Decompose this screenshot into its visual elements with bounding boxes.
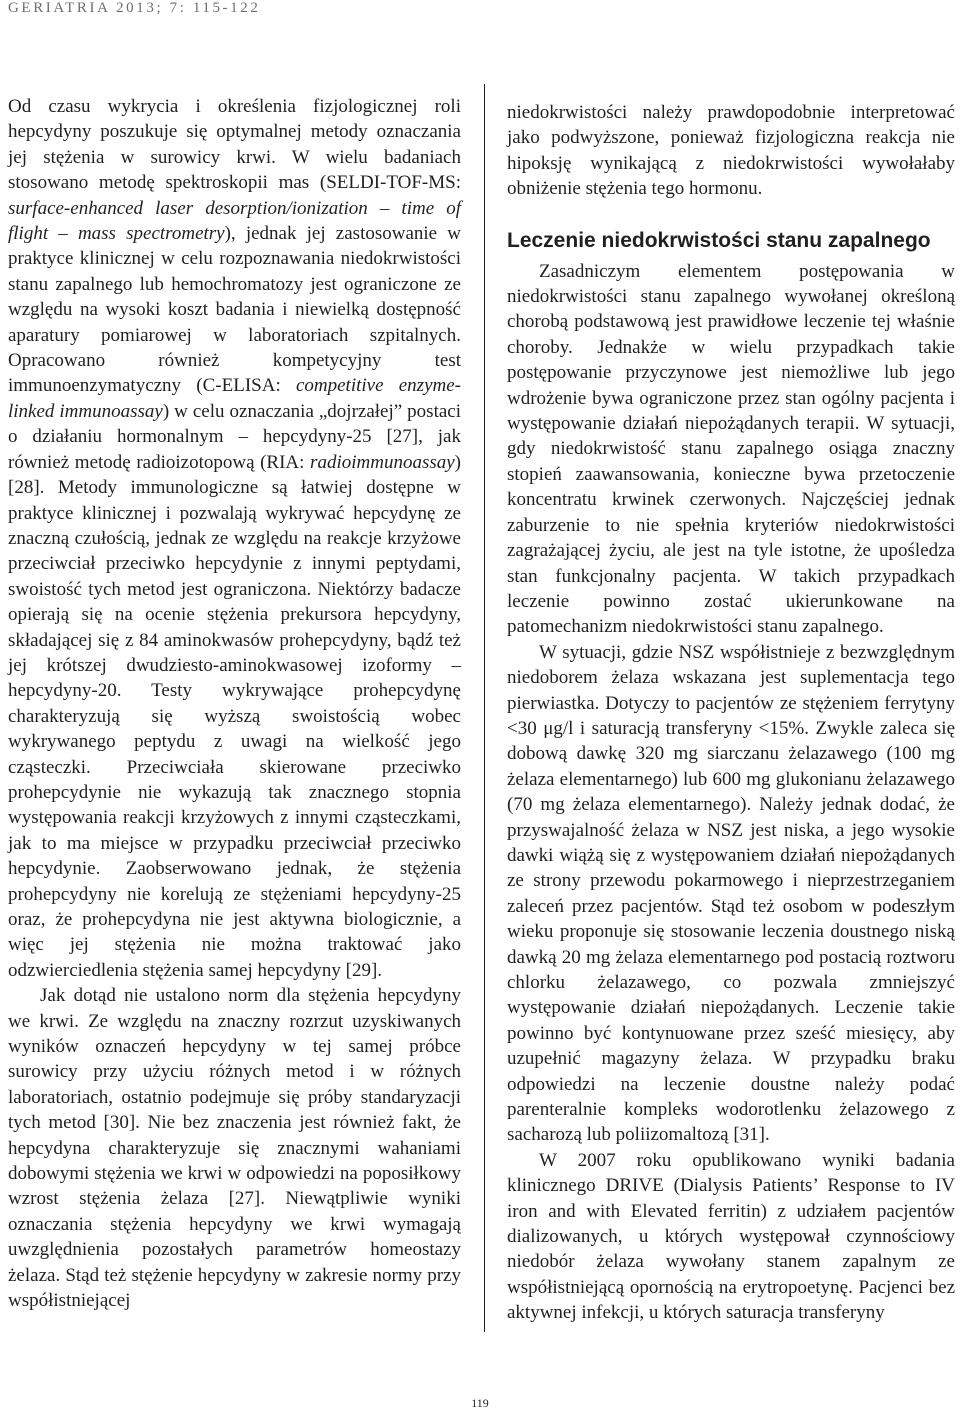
text-run: niedokrwistości należy prawdopodobnie interpretować jako podwyższone, ponieważ fizjologiczna reakcja nie hipoksję wynikającą z niedokrwistości wywołałaby obniżenie stężenia tego hormonu. <box>507 102 955 200</box>
italic-term: radioimmunoassay <box>310 451 455 473</box>
page-number: 119 <box>471 1396 489 1410</box>
text-run: ) [28]. Metody immunologiczne są łatwiej dostępne w praktyce klinicznej i pozwalają wykrywać hepcydynę ze znaczną czułością, jednak ze względu na reakcje krzyżowe przeciwciał przeciwko hepcydynie z innymi peptydami, swoistość tych metod jest ograniczona. Niektórzy badacze opierają się na ocenie stężenia prekursora hepcydyny, składającej się z 84 aminokwasów prohepcydyny, bądź też jej krótszej dwudziesto-aminokwasowej izoformy – hepcydyny-20. Testy wykrywające prohepcydynę charakteryzują się wyższą swoistością wobec wykrywanego peptydu z uwagi na wielkość jego cząsteczki. Przeciwciała skierowane przeciwko prohepcydynie nie wykazują tak znacznego stopnia występowania reakcji krzyżowych z innymi cząsteczkami, jak to ma miejsce w przypadku przeciwciał przeciwko hepcydynie. Zaobserwowano jednak, że stężenia prohepcydyny nie korelują ze stężeniami hepcydyny-25 oraz, że prohepcydyna nie jest aktywna biologicznie, a więc jej stężenia nie można traktować jako odzwierciedlenia stężenia samej hepcydyny [29]. <box>8 451 461 981</box>
right-column <box>507 100 955 1326</box>
text-run: Zasadniczym elementem postępowania w niedokrwistości stanu zapalnego wywołanej określoną chorobą podstawową jest prawidłowe leczenie tej właśnie choroby. Jednakże w wielu przypadkach takie postępowanie przyczynowe jest niemożliwe lub jego wdrożenie bywa ograniczone przez stan ogólny pacjenta i występowanie działań niepożądanych terapii. W sytuacji, gdy niedokrwistość stanu zapalnego osiąga znaczny stopień zaawansowania, konieczne bywa przetoczenie koncentratu krwinek czerwonych. Najczęściej jednak zaburzenie to nie spełnia kryteriów niedokrwistości zagrażającej życiu, ale jest na tyle istotne, że upośledza stan funkcjonalny pacjenta. W takich przypadkach leczenie powinno zostać ukierunkowane na patomechanizm niedokrwistości stanu zapalnego. <box>507 260 955 638</box>
right-paragraph <box>507 259 955 640</box>
text-run: W sytuacji, gdzie NSZ współistnieje z bezwzględnym niedoborem żelaza wskazana jest suplementacja tego pierwiastka. Dotyczy to pacjentów ze stężeniem ferrytyny <30 μg/l i saturacją transferyny <15%. Zwykle zaleca się dobową dawkę 320 mg siarczanu żelazawego (100 mg żelaza elementarnego) lub 600 mg glukonianu żelazawego (70 mg żelaza elementarnego). Należy jednak dodać, że przyswajalność żelaza w NSZ jest niska, a jego wysokie dawki wiążą się z występowaniem działań niepożądanych ze strony przewodu pokarmowego i nieprzestrzeganiem zaleceń przez pacjentów. Stąd też osobom w podeszłym wieku proponuje się stosowanie leczenia doustnego niską dawką 20 mg żelaza elementarnego pod postacią roztworu chlorku żelazawego, co pozwala zmniejszyć występowanie działań niepożądanych. Leczenie takie powinno być kontynuowane przez sześć miesięcy, aby uzupełnić magazyny żelaza. W przypadku braku odpowiedzi na leczenie doustne należy podać parenteralnie kompleks wodorotlenku żelazowego z sacharozą lub poliizomaltozą [31]. <box>507 641 955 1146</box>
text-run: Od czasu wykrycia i określenia fizjologicznej roli hepcydyny poszukuje się optymalnej metody oznaczania jej stężenia w surowicy krwi. W wielu badaniach stosowano metodę spektroskopii mas (SELDI-TOF-MS: <box>8 96 461 194</box>
text-run: ), jednak jej zastosowanie w praktyce klinicznej w celu rozpoznawania niedokrwistości stanu zapalnego lub hemochromatozy jest ograniczone ze względu na wysoki koszt badania i niewielką dostępność aparatury pomiarowej w laboratoriach szpitalnych. Opracowano również kompetycyjny test immunoenzymatyczny (C-ELISA: <box>8 223 461 397</box>
text-run: Jak dotąd nie ustalono norm dla stężenia hepcydyny we krwi. Ze względu na znaczny rozrzut uzyskiwanych wyników oznaczeń hepcydyny w tej samej próbce surowicy przy użyciu różnych metod i w różnych laboratoriach, ostatnio podejmuje się próby standaryzacji tych metod [30]. Nie bez znaczenia jest również fakt, że hepcydyna charakteryzuje się znacznymi wahaniami dobowymi stężenia we krwi w odpowiedzi na poposiłkowy wzrost stężenia żelaza [27]. Niewątpliwie wyniki oznaczania stężenia hepcydyny we krwi wymagają uwzględnienia pozostałych parametrów homeostazy żelaza. Stąd też stężenie hepcydyny w zakresie normy przy współistniejącej <box>8 985 461 1312</box>
right-paragraph <box>507 640 955 1148</box>
right-intro-paragraph <box>507 100 955 202</box>
text-run: ) w celu oznaczania „dojrzałej” postaci o działaniu hormonalnym – hepcydyny-25 [27], jak również metodę radioizotopową (RIA: <box>8 400 461 473</box>
section-heading: Leczenie niedokrwistości stanu zapalnego <box>507 228 931 252</box>
italic-term: competitive enzyme-linked immunoassay <box>8 375 461 422</box>
left-paragraph <box>8 983 461 1313</box>
column-divider <box>484 84 485 1332</box>
text-run: W 2007 roku opublikowano wyniki badania klinicznego DRIVE (Dialysis Patients’ Response to IV iron and with Elevated ferritin) z udziałem pacjentów dializowanych, u których występował czynnościowy niedobór żelaza wywołany stanem zapalnym ze współistniejącą opornością na erytropoetynę. Pacjenci bez aktywnej infekcji, u których saturacja transferyny <box>507 1149 955 1324</box>
left-paragraph <box>8 94 461 983</box>
right-paragraph <box>507 100 955 202</box>
right-paragraph <box>507 1148 955 1326</box>
italic-term: surface-enhanced laser desorption/ionization – time of flight – mass spectrometry <box>8 197 461 245</box>
left-column <box>8 94 461 1314</box>
right-body <box>507 259 955 1326</box>
running-header: GERIATRIA 2013; 7: 115-122 <box>8 0 261 16</box>
